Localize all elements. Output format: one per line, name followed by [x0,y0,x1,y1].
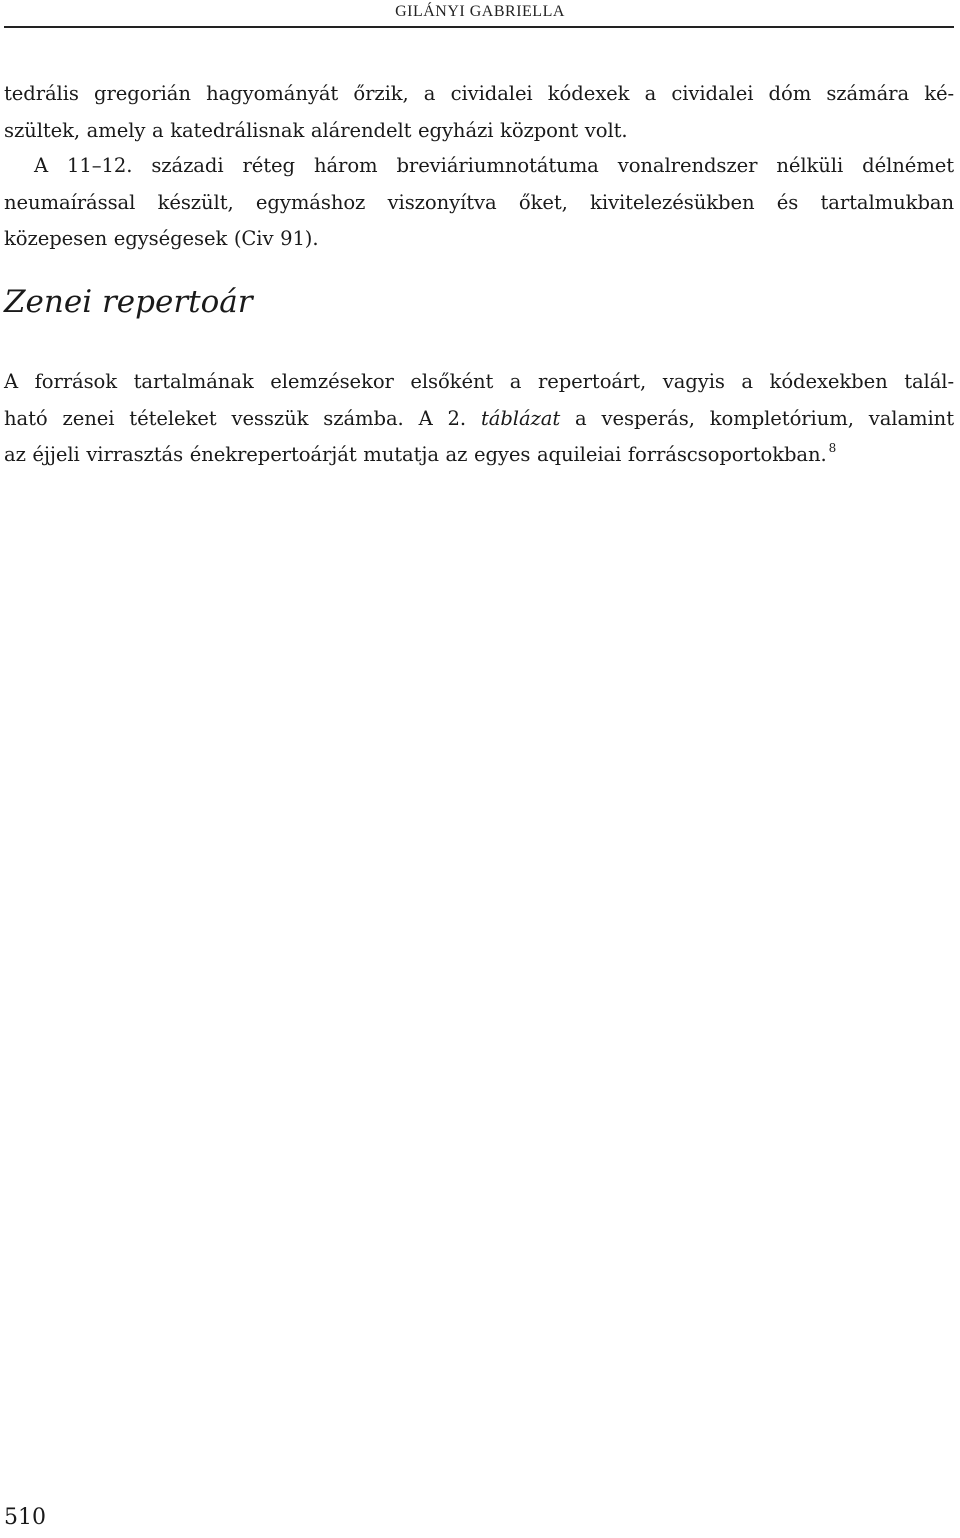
paragraph-line: közepesen egységesek (Civ 91). [4,227,319,250]
paragraph-line: A 11–12. századi réteg három breviáriumnotátuma vonalrendszer nélküli délnémet [34,154,954,177]
paragraph-line: tedrális gregorián hagyományát őrzik, a cividalei kódexek a cividalei dóm számára ké- [4,82,954,105]
paragraph [4,148,954,258]
paragraph-line: A források tartalmának elemzésekor elsőként a repertoárt, vagyis a kódexekben talál- [4,370,954,393]
paragraph-line: neumaírással készült, egymáshoz viszonyítva őket, kivitelezésükben és tartalmukban [4,190,954,214]
page-number: 510 [4,1505,46,1530]
header-rule [4,26,954,28]
section-heading: Zenei repertoár [4,284,253,320]
paragraph [4,364,954,474]
paragraph-line [4,401,954,438]
table-reference: táblázat [480,406,561,430]
paragraph-text: a vesperás, kompletórium, valamint [575,406,954,430]
footnote-marker[interactable]: 8 [828,441,837,455]
paragraph-continuation [4,76,954,149]
paragraph-line: szültek, amely a katedrálisnak alárendelt egyházi központ volt. [4,118,628,142]
running-head: GILÁNYI GABRIELLA [395,3,565,20]
paragraph-text: az éjjeli virrasztás énekrepertoárját mutatja az egyes aquileiai forráscsoportokban. [4,443,827,466]
paragraph-text: ható zenei tételeket vesszük számba. A 2. [4,406,467,430]
paragraph-line [4,437,954,474]
